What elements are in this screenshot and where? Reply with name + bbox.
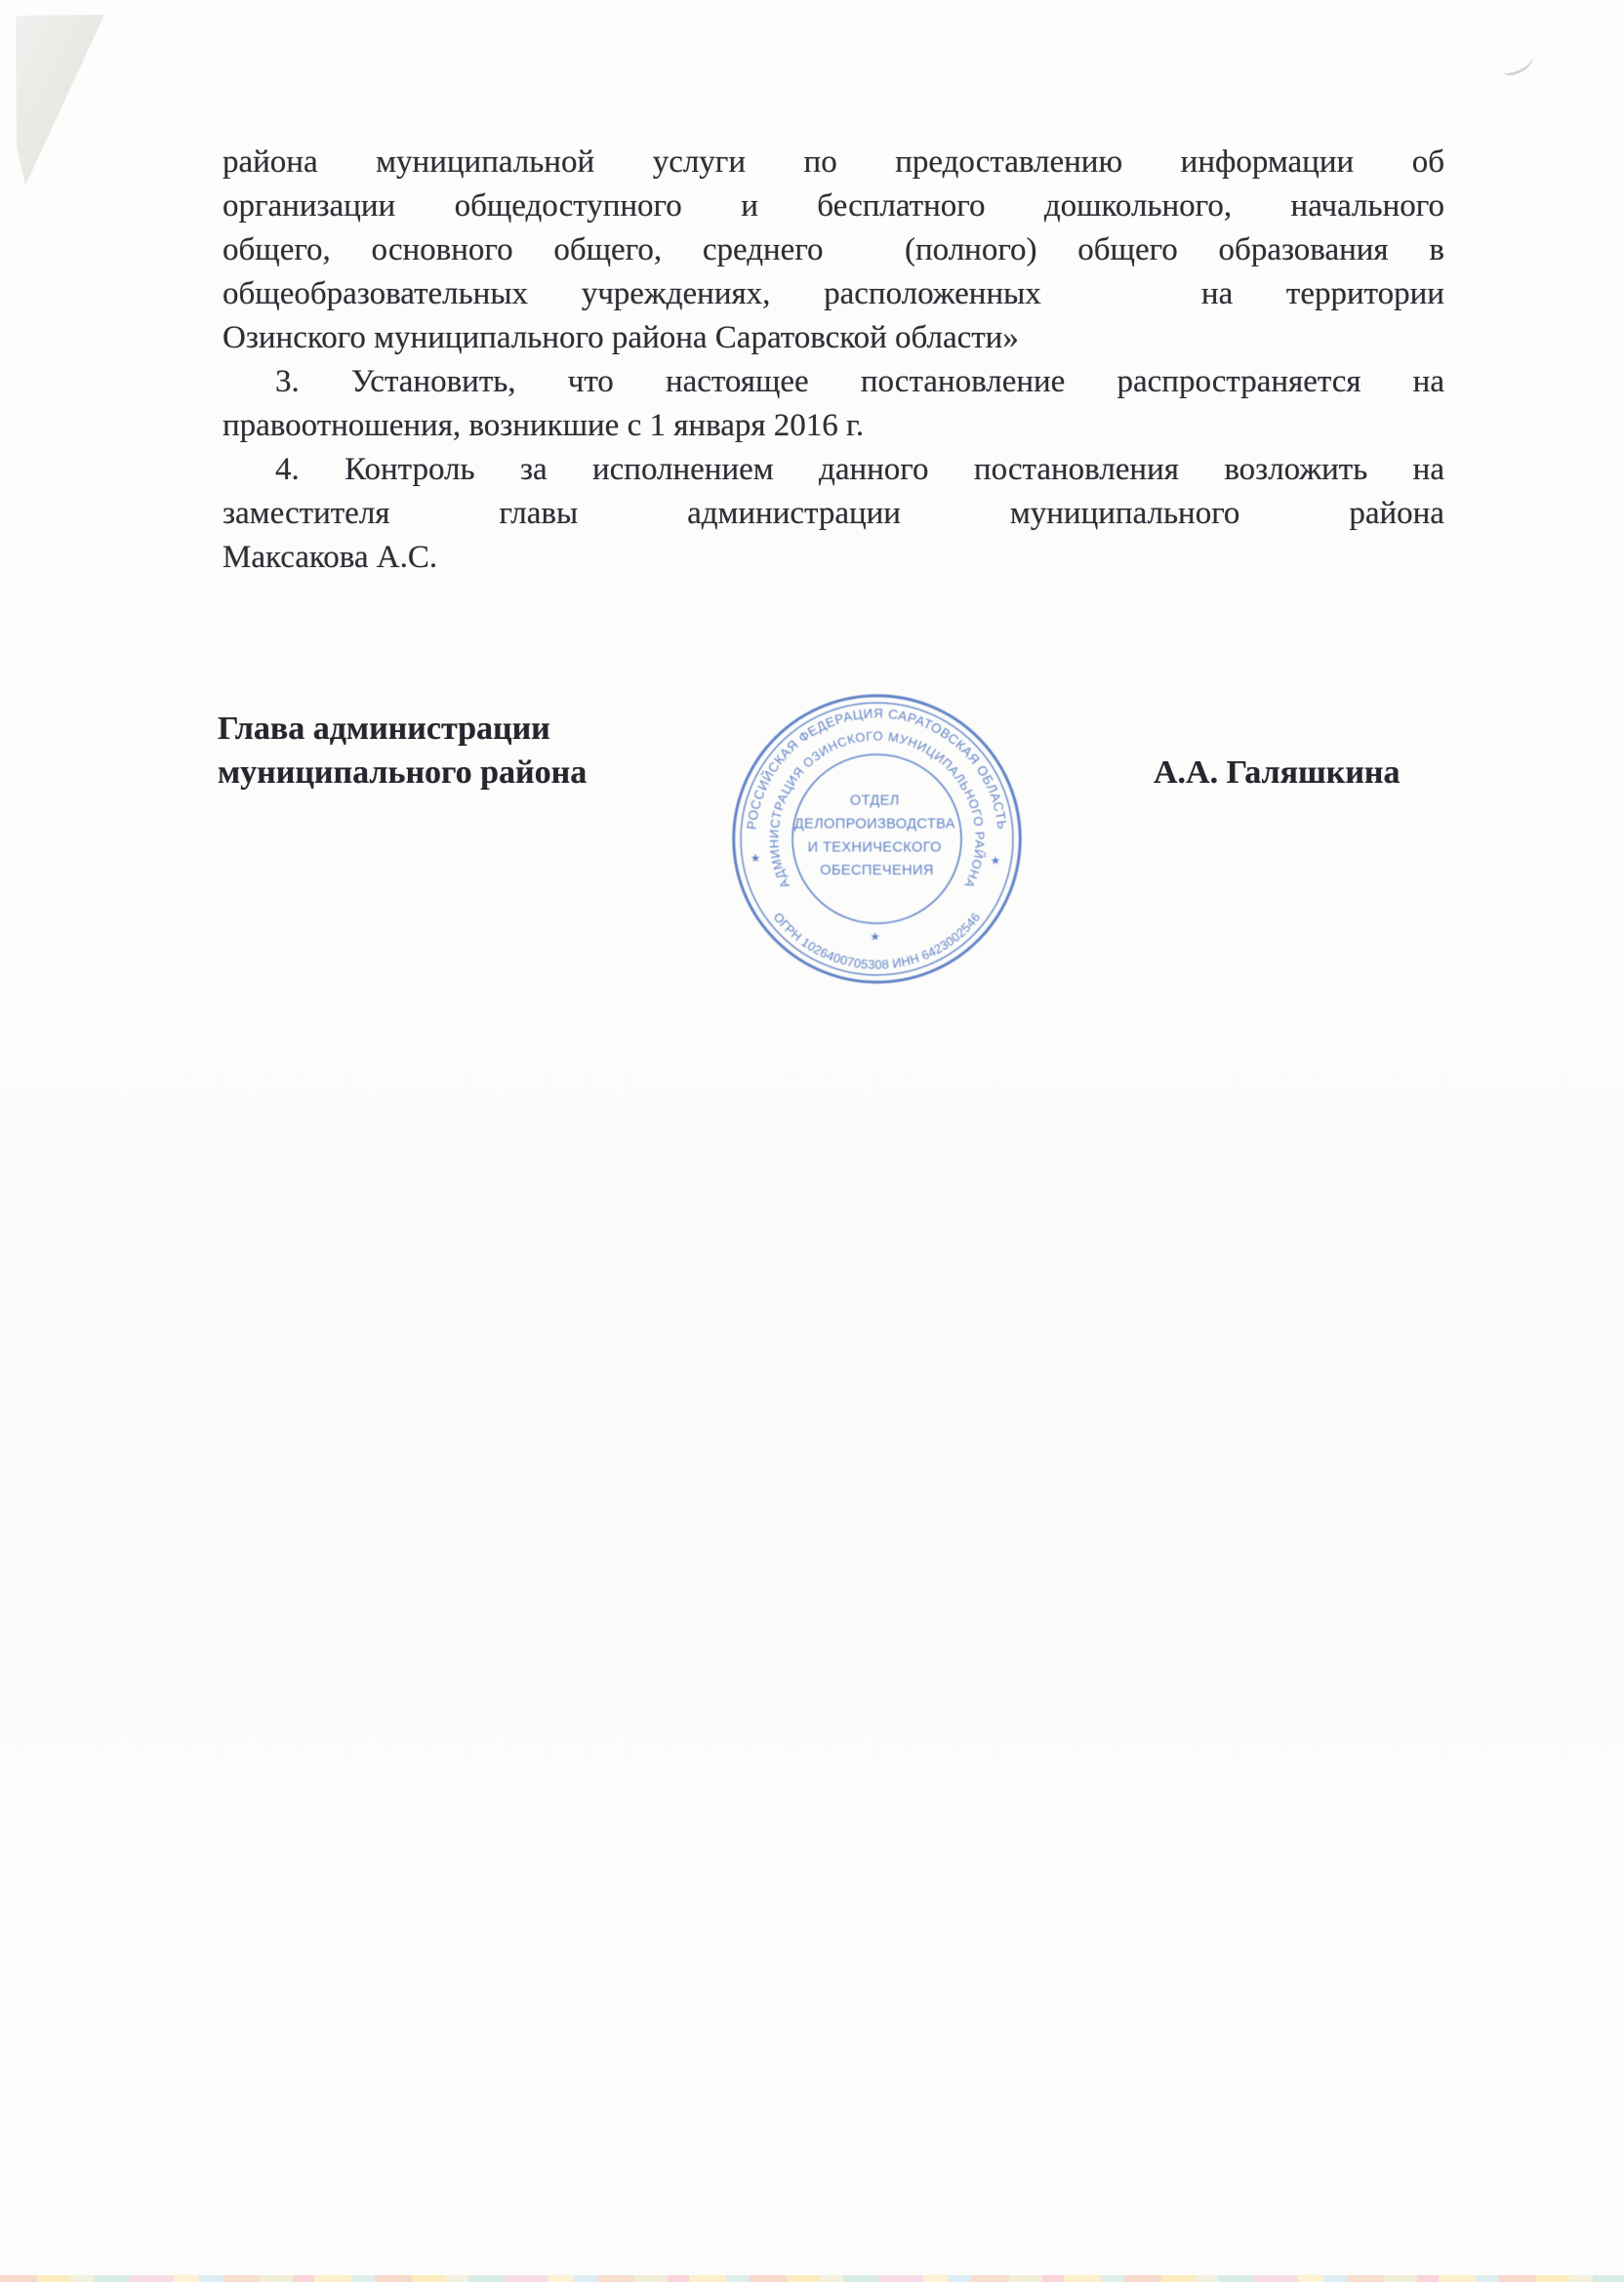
text-line: правоотношения, возникшие с 1 января 2016 г. (223, 408, 865, 443)
stamp-inner-ring-text: АДМИНИСТРАЦИЯ ОЗИНСКОГО МУНИЦИПАЛЬНОГО РАЙОНА (766, 728, 988, 891)
signatory-name: А.А. Галяшкина (1154, 754, 1401, 791)
signatory-title (218, 707, 587, 795)
text-line: района муниципальной услуги по предоставлению информации об (223, 144, 1444, 180)
text-line: Озинского муниципального района Саратовской области» (223, 320, 1019, 355)
document-body (223, 141, 1444, 580)
text-line: 4. Контроль за исполнением данного постановления возложить на (275, 452, 1444, 487)
text-line: заместителя главы администрации муниципального района (223, 496, 1444, 531)
stamp-outer-bottom-text: ОГРН 1026400705308 ИНН 6423002546 (770, 909, 984, 972)
paragraph (223, 141, 1444, 360)
stamp-star-bottom: ★ (870, 930, 880, 944)
scanner-edge-artifact (0, 2275, 1624, 2282)
paragraph (223, 448, 1444, 580)
stamp-outer-top-text: РОССИЙСКАЯ ФЕДЕРАЦИЯ САРАТОВСКАЯ ОБЛАСТЬ (744, 706, 1010, 831)
stamp-star-left: ★ (750, 851, 761, 865)
stamp-center-text: ОТДЕЛ ДЕЛОПРОИЗВОДСТВА И ТЕХНИЧЕСКОГО ОБЕСПЕЧЕНИЯ (793, 793, 955, 879)
signatory-title-line-2: муниципального района (218, 754, 588, 791)
text-line: общеобразовательных учреждениях, расположенных на территории (223, 276, 1444, 311)
stamp-star-right: ★ (990, 854, 1001, 868)
official-round-stamp (725, 687, 1029, 991)
text-line: 3. Установить, что настоящее постановление распространяется на (275, 364, 1444, 399)
text-line: Максакова А.С. (223, 540, 438, 575)
text-line: общего, основного общего, среднего (полного) общего образования в (223, 232, 1444, 267)
signatory-title-line-1: Глава администрации (218, 711, 550, 747)
scan-scuff-mark (1499, 50, 1536, 78)
page-fold-edge (0, 0, 127, 205)
paragraph (223, 360, 1444, 448)
text-line: организации общедоступного и бесплатного дошкольного, начального (223, 188, 1444, 224)
